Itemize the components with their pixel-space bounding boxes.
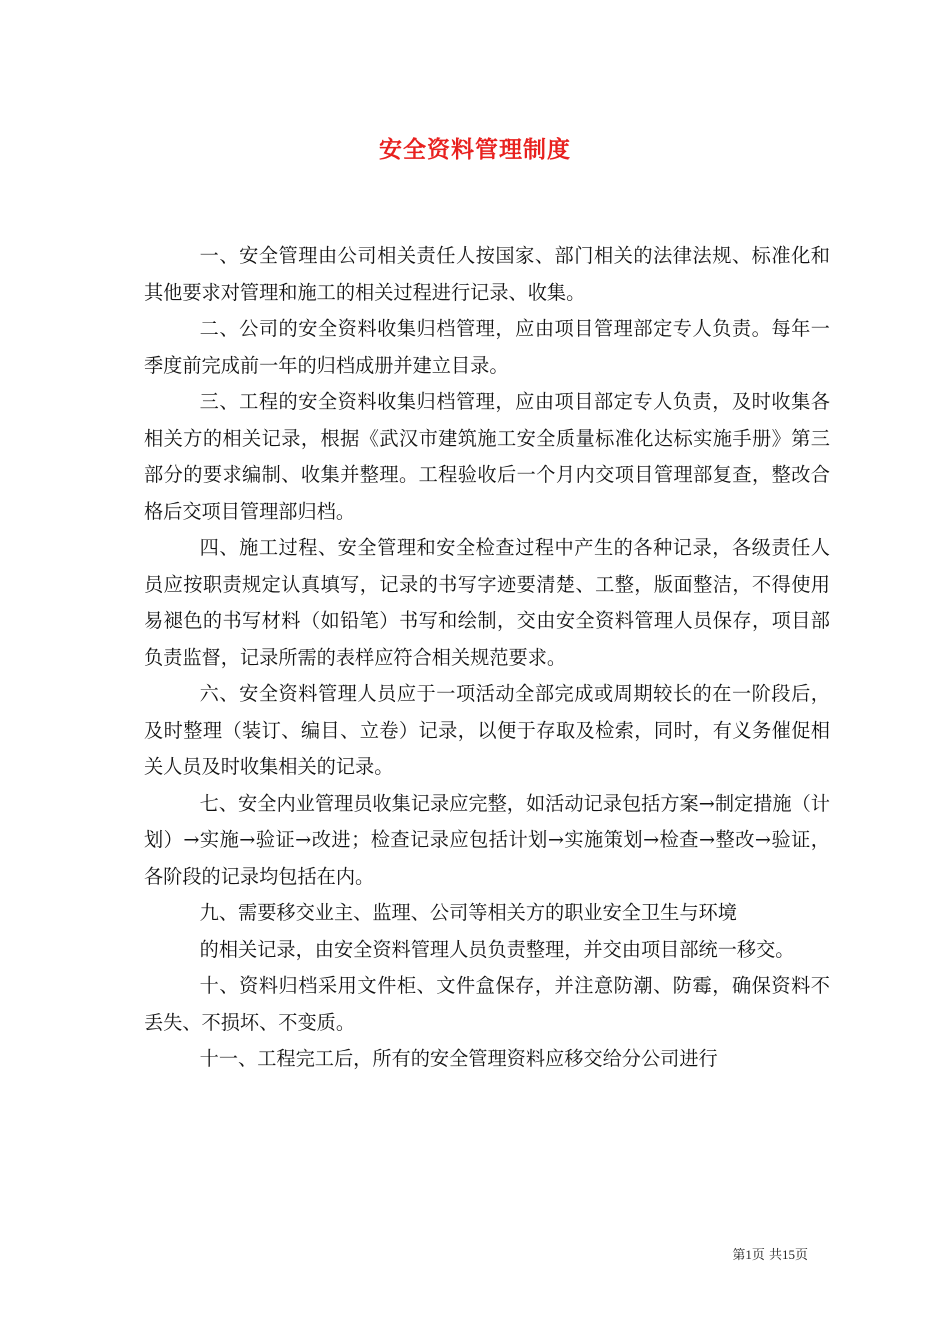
- footer-middle: 页 共: [751, 1248, 782, 1263]
- footer-suffix: 页: [794, 1248, 808, 1263]
- footer-total-pages: 15: [781, 1247, 795, 1262]
- paragraph-7: 七、安全内业管理员收集记录应完整，如活动记录包括方案→制定措施（计划）→实施→验证→改进；检查记录应包括计划→实施策划→检查→整改→验证，各阶段的记录均包括在内。: [144, 791, 830, 888]
- footer-prefix: 第: [732, 1248, 746, 1263]
- paragraph-9: 九、需要移交业主、监理、公司等相关方的职业安全卫生与环境: [199, 901, 737, 924]
- paragraph-9-continued: 的相关记录，由安全资料管理人员负责整理，并交由项目部统一移交。: [199, 937, 795, 961]
- paragraph-4: 四、施工过程、安全管理和安全检查过程中产生的各种记录，各级责任人员应按职责规定认真填写，记录的书写字迹要清楚、工整，版面整洁，不得使用易褪色的书写材料（如铅笔）书写和绘制，交由安全资料管理人员保存，项目部负责监督，记录所需的表样应符合相关规范要求。: [144, 536, 830, 669]
- paragraph-11: 十一、工程完工后，所有的安全管理资料应移交给分公司进行: [199, 1047, 718, 1070]
- document-body: [144, 238, 830, 1078]
- paragraph-6: 六、安全资料管理人员应于一项活动全部完成或周期较长的在一阶段后，及时整理（装订、编目、立卷）记录，以便于存取及检索，同时，有义务催促相关人员及时收集相关的记录。: [144, 682, 830, 778]
- paragraph-2: 二、公司的安全资料收集归档管理，应由项目管理部定专人负责。每年一季度前完成前一年的归档成册并建立目录。: [144, 317, 830, 377]
- paragraph-3: 三、工程的安全资料收集归档管理，应由项目部定专人负责，及时收集各相关方的相关记录，根据《武汉市建筑施工安全质量标准化达标实施手册》第三部分的要求编制、收集并整理。工程验收后一个月内交项目管理部复查，整改合格后交项目管理部归档。: [144, 390, 830, 523]
- page-title: 安全资料管理制度: [379, 136, 571, 163]
- page-number-footer: [0, 1246, 808, 1265]
- footer-current-page: 1: [745, 1247, 752, 1262]
- paragraph-1: 一、安全管理由公司相关责任人按国家、部门相关的法律法规、标准化和其他要求对管理和施工的相关过程进行记录、收集。: [144, 244, 830, 304]
- paragraph-10: 十、资料归档采用文件柜、文件盒保存，并注意防潮、防霉，确保资料不丢失、不损坏、不变质。: [144, 974, 830, 1034]
